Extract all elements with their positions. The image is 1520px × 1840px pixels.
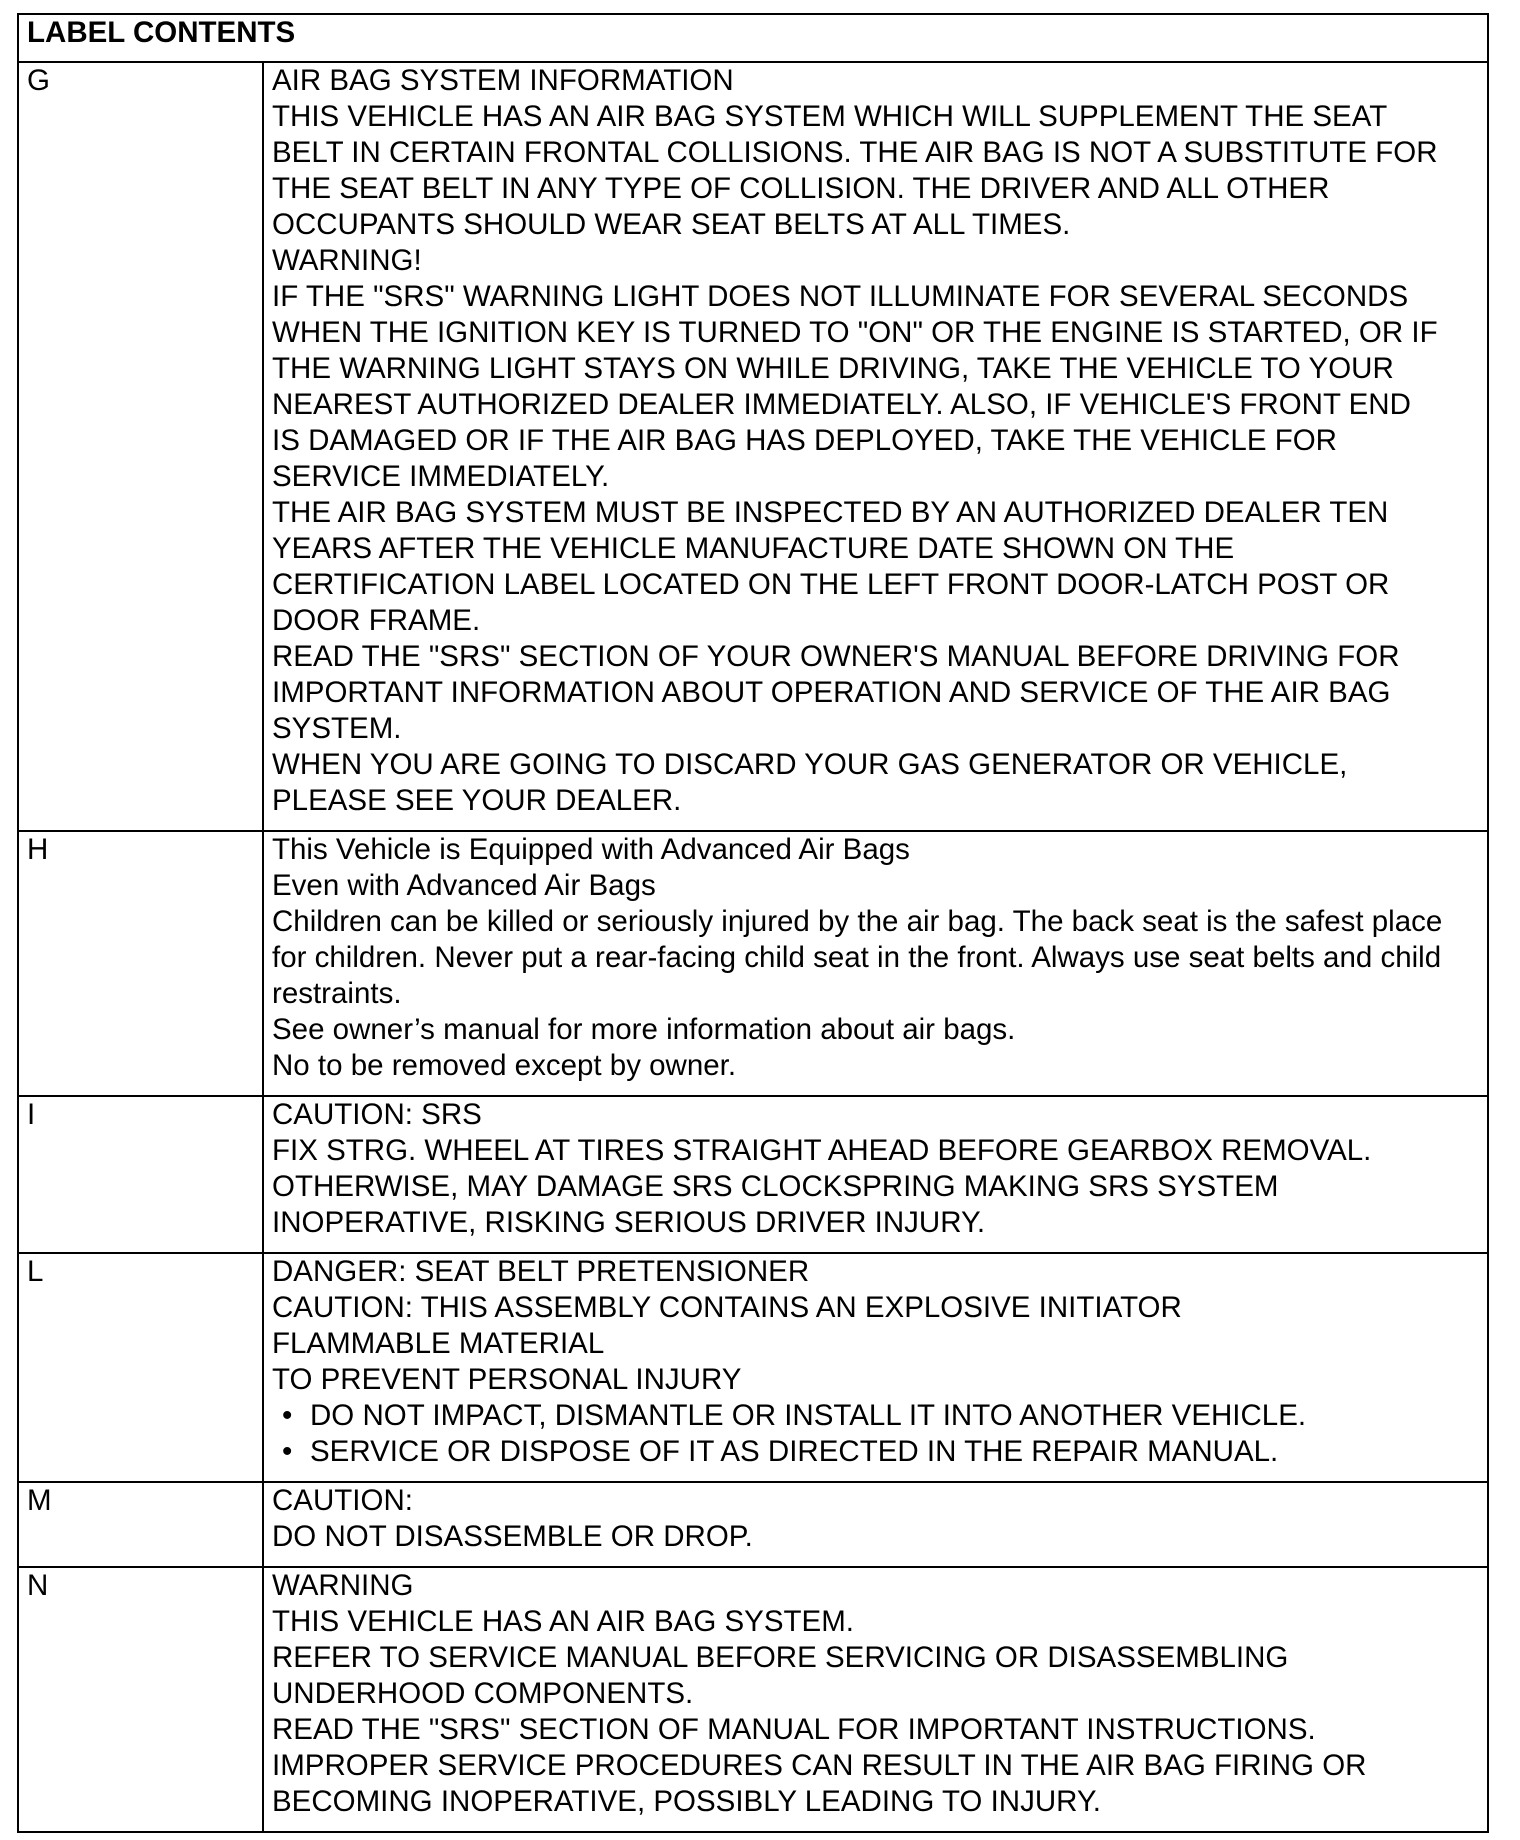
label-line: PLEASE SEE YOUR DEALER.	[272, 784, 682, 817]
label-line: FLAMMABLE MATERIAL	[272, 1327, 605, 1360]
bullet-text: SERVICE OR DISPOSE OF IT AS DIRECTED IN THE REPAIR MANUAL.	[310, 1435, 1279, 1468]
label-line: THE WARNING LIGHT STAYS ON WHILE DRIVING, TAKE THE VEHICLE TO YOUR	[272, 352, 1394, 385]
label-line: THE SEAT BELT IN ANY TYPE OF COLLISION. THE DRIVER AND ALL OTHER	[272, 172, 1330, 205]
label-line: INOPERATIVE, RISKING SERIOUS DRIVER INJURY.	[272, 1206, 986, 1239]
label-line: No to be removed except by owner.	[272, 1049, 737, 1082]
label-text	[263, 831, 1488, 1096]
label-line: SERVICE IMMEDIATELY.	[272, 460, 610, 493]
label-line: CAUTION: THIS ASSEMBLY CONTAINS AN EXPLOSIVE INITIATOR	[272, 1291, 1182, 1324]
table-header-row	[18, 14, 1488, 62]
label-line: BECOMING INOPERATIVE, POSSIBLY LEADING TO INJURY.	[272, 1785, 1101, 1818]
label-line: DO NOT DISASSEMBLE OR DROP.	[272, 1520, 753, 1553]
label-line: REFER TO SERVICE MANUAL BEFORE SERVICING OR DISASSEMBLING	[272, 1641, 1289, 1674]
table-header: LABEL CONTENTS	[18, 14, 1488, 62]
label-line: OCCUPANTS SHOULD WEAR SEAT BELTS AT ALL TIMES.	[272, 208, 1071, 241]
bullet-icon: •	[282, 1399, 293, 1432]
label-line: IMPROPER SERVICE PROCEDURES CAN RESULT IN THE AIR BAG FIRING OR	[272, 1749, 1367, 1782]
label-line: THE AIR BAG SYSTEM MUST BE INSPECTED BY AN AUTHORIZED DEALER TEN	[272, 496, 1389, 529]
label-code: G	[18, 62, 263, 831]
label-line: This Vehicle is Equipped with Advanced Air Bags	[272, 833, 910, 866]
label-code: H	[18, 831, 263, 1096]
label-line: CERTIFICATION LABEL LOCATED ON THE LEFT FRONT DOOR-LATCH POST OR	[272, 568, 1390, 601]
label-line: WARNING!	[272, 244, 422, 277]
label-text	[263, 1096, 1488, 1253]
label-text	[263, 1253, 1488, 1482]
table-row-h	[18, 831, 1488, 1096]
label-line: CAUTION: SRS	[272, 1098, 482, 1131]
label-line: Even with Advanced Air Bags	[272, 869, 656, 902]
label-line: NEAREST AUTHORIZED DEALER IMMEDIATELY. ALSO, IF VEHICLE'S FRONT END	[272, 388, 1411, 421]
table-row-n	[18, 1567, 1488, 1832]
label-line: Children can be killed or seriously injured by the air bag. The back seat is the safest place	[272, 905, 1443, 938]
label-code: N	[18, 1567, 263, 1832]
label-line: CAUTION:	[272, 1484, 413, 1517]
table-body	[18, 62, 1488, 1832]
table-row-g	[18, 62, 1488, 831]
label-line: DOOR FRAME.	[272, 604, 481, 637]
bullet-text: DO NOT IMPACT, DISMANTLE OR INSTALL IT INTO ANOTHER VEHICLE.	[310, 1399, 1307, 1432]
label-line: IF THE "SRS" WARNING LIGHT DOES NOT ILLUMINATE FOR SEVERAL SECONDS	[272, 280, 1409, 313]
label-text	[263, 1482, 1488, 1567]
label-line: THIS VEHICLE HAS AN AIR BAG SYSTEM.	[272, 1605, 854, 1638]
label-text	[263, 1567, 1488, 1832]
table-row-l	[18, 1253, 1488, 1482]
label-line: OTHERWISE, MAY DAMAGE SRS CLOCKSPRING MAKING SRS SYSTEM	[272, 1170, 1279, 1203]
bullet-list	[272, 1398, 1479, 1470]
label-line: AIR BAG SYSTEM INFORMATION	[272, 64, 734, 97]
label-line: BELT IN CERTAIN FRONTAL COLLISIONS. THE AIR BAG IS NOT A SUBSTITUTE FOR	[272, 136, 1438, 169]
label-line: READ THE "SRS" SECTION OF MANUAL FOR IMPORTANT INSTRUCTIONS.	[272, 1713, 1316, 1746]
label-contents-table	[17, 13, 1489, 1833]
label-line: IS DAMAGED OR IF THE AIR BAG HAS DEPLOYED, TAKE THE VEHICLE FOR	[272, 424, 1337, 457]
bullet-item	[272, 1434, 1479, 1470]
label-line: FIX STRG. WHEEL AT TIRES STRAIGHT AHEAD BEFORE GEARBOX REMOVAL.	[272, 1134, 1372, 1167]
label-line: DANGER: SEAT BELT PRETENSIONER	[272, 1255, 810, 1288]
label-line: for children. Never put a rear-facing child seat in the front. Always use seat belts and child	[272, 941, 1442, 974]
label-line: SYSTEM.	[272, 712, 402, 745]
label-code: L	[18, 1253, 263, 1482]
label-line: TO PREVENT PERSONAL INJURY	[272, 1363, 742, 1396]
label-line: WHEN YOU ARE GOING TO DISCARD YOUR GAS GENERATOR OR VEHICLE,	[272, 748, 1348, 781]
label-line: See owner’s manual for more information about air bags.	[272, 1013, 1016, 1046]
label-text	[263, 62, 1488, 831]
bullet-item	[272, 1398, 1479, 1434]
label-line: UNDERHOOD COMPONENTS.	[272, 1677, 694, 1710]
label-code: I	[18, 1096, 263, 1253]
label-line: WHEN THE IGNITION KEY IS TURNED TO "ON" OR THE ENGINE IS STARTED, OR IF	[272, 316, 1438, 349]
label-line: IMPORTANT INFORMATION ABOUT OPERATION AND SERVICE OF THE AIR BAG	[272, 676, 1391, 709]
label-line: READ THE "SRS" SECTION OF YOUR OWNER'S MANUAL BEFORE DRIVING FOR	[272, 640, 1400, 673]
label-line: WARNING	[272, 1569, 414, 1602]
table-row-i	[18, 1096, 1488, 1253]
bullet-icon: •	[282, 1435, 293, 1468]
label-line: YEARS AFTER THE VEHICLE MANUFACTURE DATE SHOWN ON THE	[272, 532, 1235, 565]
label-line: THIS VEHICLE HAS AN AIR BAG SYSTEM WHICH WILL SUPPLEMENT THE SEAT	[272, 100, 1388, 133]
label-line: restraints.	[272, 977, 402, 1010]
table-row-m	[18, 1482, 1488, 1567]
label-code: M	[18, 1482, 263, 1567]
